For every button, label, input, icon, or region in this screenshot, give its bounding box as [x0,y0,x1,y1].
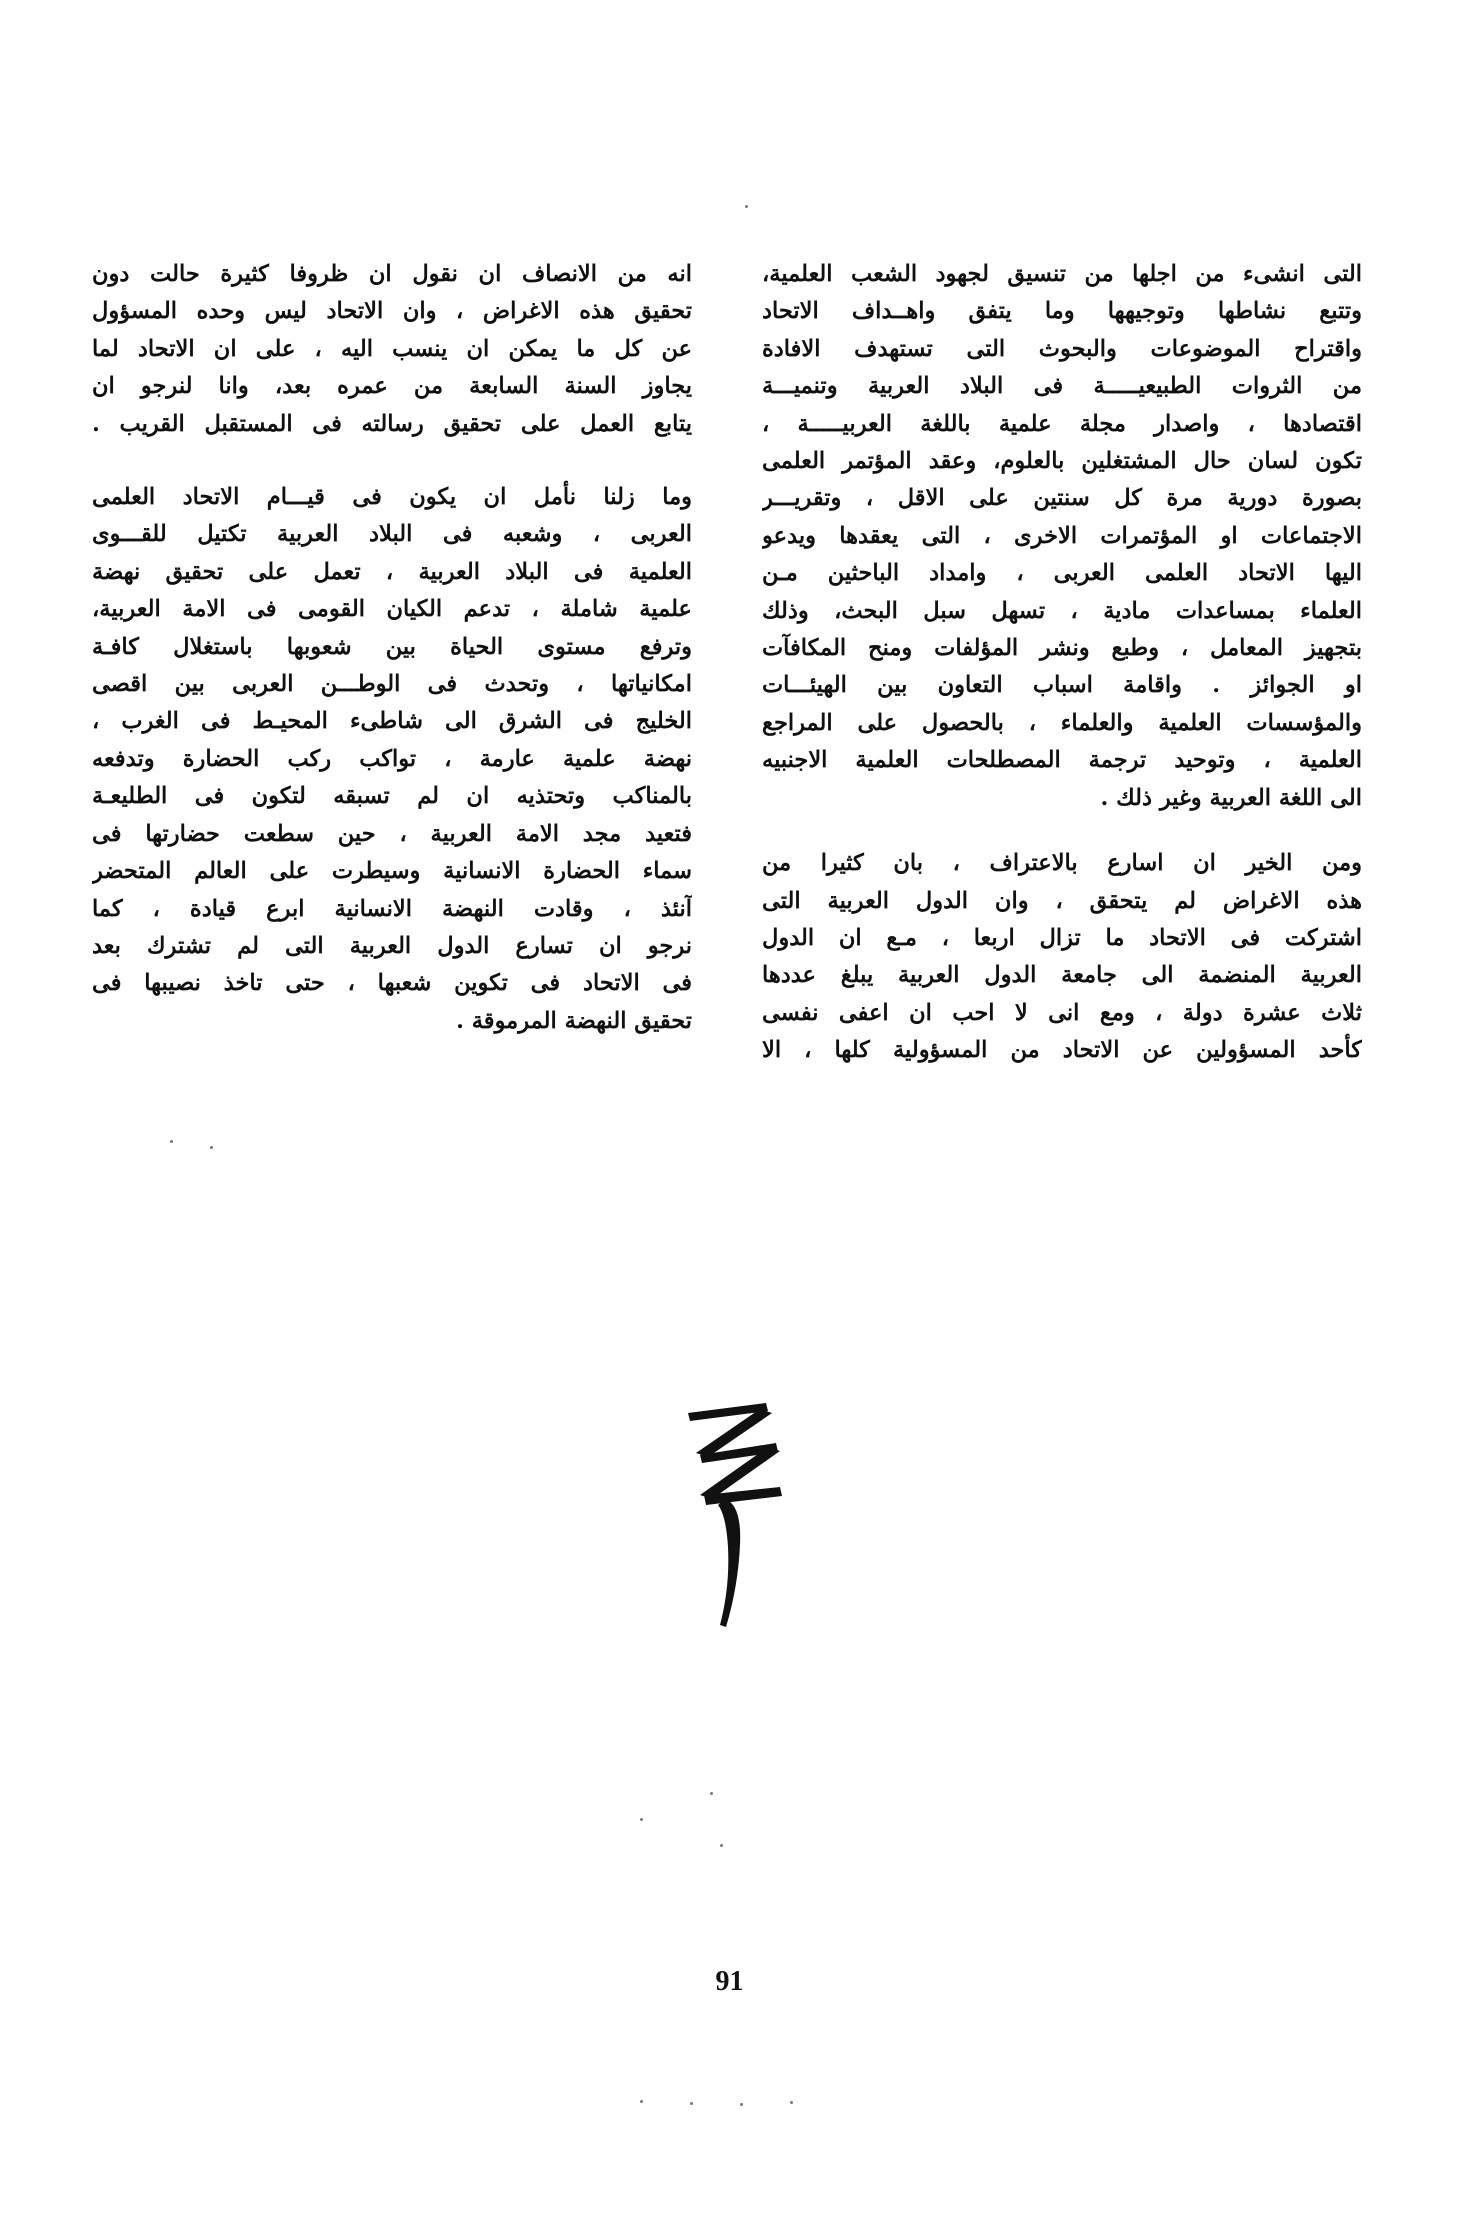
text-line: اشتركت فى الاتحاد ما تزال اربعا ، مـع ان الدول [762,924,1362,951]
text-line: بتجهيز المعامل ، وطبع ونشر المؤلفات ومنح المكافآت [762,635,1362,662]
text-line: العلمية فى البلاد العربية ، تعمل على تحقيق نهضة [92,558,692,585]
text-line: التى انشىء من اجلها من تنسيق لجهود الشعب العلمية، [762,261,1362,287]
left-column [92,256,692,1040]
text-line: واقتراح الموضوعات والبحوث التى تستهدف الافادة [762,335,1362,362]
text-line: يجاوز السنة السابعة من عمره بعد، وانا لنرجو ان [92,373,692,400]
text-line: او الجوائز . واقامة اسباب التعاون بين الهيئـــات [762,672,1362,699]
text-line: فتعيد مجد الامة العربية ، حين سطعت حضارتها فى [92,820,692,847]
scan-speck [745,205,748,208]
text-line: والمؤسسات العلمية والعلماء ، بالحصول على المراجع [762,709,1362,736]
text-line: تحقيق النهضة المرموقة . [456,1007,692,1034]
text-line: نهضة علمية عارمة ، تواكب ركب الحضارة وتدفعه [92,745,692,772]
left-column-paragraph-2 [92,479,692,1040]
text-line: فى الاتحاد فى تكوين شعبها ، حتى تاخذ نصيبها فى [92,970,692,997]
scan-speck [720,1844,723,1847]
text-line: نرجو ان تسارع الدول العربية التى لم تشترك بعد [92,932,692,959]
text-line: علمية شاملة ، تدعم الكيان القومى فى الامة العربية، [92,596,692,623]
text-line: العربى ، وشعبه فى البلاد العربية تكتيل للقـــوى [92,521,692,548]
text-line: العلماء بمساعدات مادية ، تسهل سبل البحث، وذلك [762,597,1362,624]
right-column [762,256,1362,1070]
scan-speck [740,2103,743,2106]
text-line: بصورة دورية مرة كل سنتين على الاقل ، وتقريـــر [762,485,1362,512]
scan-speck [640,2100,643,2103]
text-line: من الثروات الطبيعيـــــة فى البلاد العربية وتنميـــة [762,373,1362,400]
scan-speck [210,1146,213,1149]
text-line: سماء الحضارة الانسانية وسيطرت على العالم المتحضر [92,858,692,885]
right-column-paragraph-2 [762,845,1362,1069]
right-column-paragraph-1 [762,256,1362,817]
text-line: العلمية ، وتوحيد ترجمة المصطلحات العلمية الاجنبيه [762,747,1362,774]
text-line: يتابع العمل على تحقيق رسالته فى المستقبل القريب . [92,410,692,437]
text-line: وما زلنا نأمل ان يكون فى قيـــام الاتحاد العلمى [92,484,692,511]
text-line: تكون لسان حال المشتغلين بالعلوم، وعقد المؤتمر العلمى [762,448,1362,475]
text-line: الاجتماعات او المؤتمرات الاخرى ، التى يعقدها ويدعو [762,522,1362,549]
scan-speck [640,1818,643,1821]
text-line: عن كل ما يمكن ان ينسب اليه ، على ان الاتحاد لما [92,335,692,362]
scan-speck [790,2101,793,2104]
text-line: هذه الاغراض لم يتحقق ، وان الدول العربية التى [762,887,1362,914]
paragraph-spacer [92,443,692,479]
left-column-paragraph-1 [92,256,692,443]
text-line: اقتصادها ، واصدار مجلة علمية باللغة العربيـــــة ، [762,410,1362,437]
text-line: وترفع مستوى الحياة بين شعوبها باستغلال كافـة [92,633,692,660]
text-line: امكانياتها ، وتحدث فى الوطـــن العربى بين اقصى [92,671,692,698]
text-line: بالمناكب وتحتذيه ان لم تسبقه لتكون فى الطليعـة [92,783,692,810]
text-line: الى اللغة العربية وغير ذلك . [1100,784,1362,811]
paragraph-spacer [762,817,1362,845]
text-line: كأحد المسؤولين عن الاتحاد من المسؤولية كلها ، الا [762,1037,1362,1064]
scan-speck [170,1140,173,1143]
scan-speck [710,1792,713,1795]
text-line: انه من الانصاف ان نقول ان ظروفا كثيرة حالت دون [92,261,692,287]
text-line: الخليج فى الشرق الى شاطىء المحيـط فى الغرب ، [92,708,692,735]
text-line: ومن الخير ان اسارع بالاعتراف ، بان كثيرا من [762,850,1362,877]
text-line: ثلاث عشرة دولة ، ومع انى لا احب ان اعفى نفسى [762,999,1362,1026]
scan-speck [690,2102,693,2105]
page-number: 91 [715,1966,744,1997]
text-line: وتتبع نشاطها وتوجيهها وما يتفق واهــداف الاتحاد [762,298,1362,325]
text-line: اليها الاتحاد العلمى العربى ، وامداد الباحثين مـن [762,560,1362,587]
calligraphic-divider-ornament-icon [668,1395,808,1635]
text-line: تحقيق هذه الاغراض ، وان الاتحاد ليس وحده المسؤول [92,298,692,325]
text-line: آنئذ ، وقادت النهضة الانسانية ابرع قيادة ، كما [92,895,692,922]
text-line: العربية المنضمة الى جامعة الدول العربية يبلغ عددها [762,962,1362,989]
